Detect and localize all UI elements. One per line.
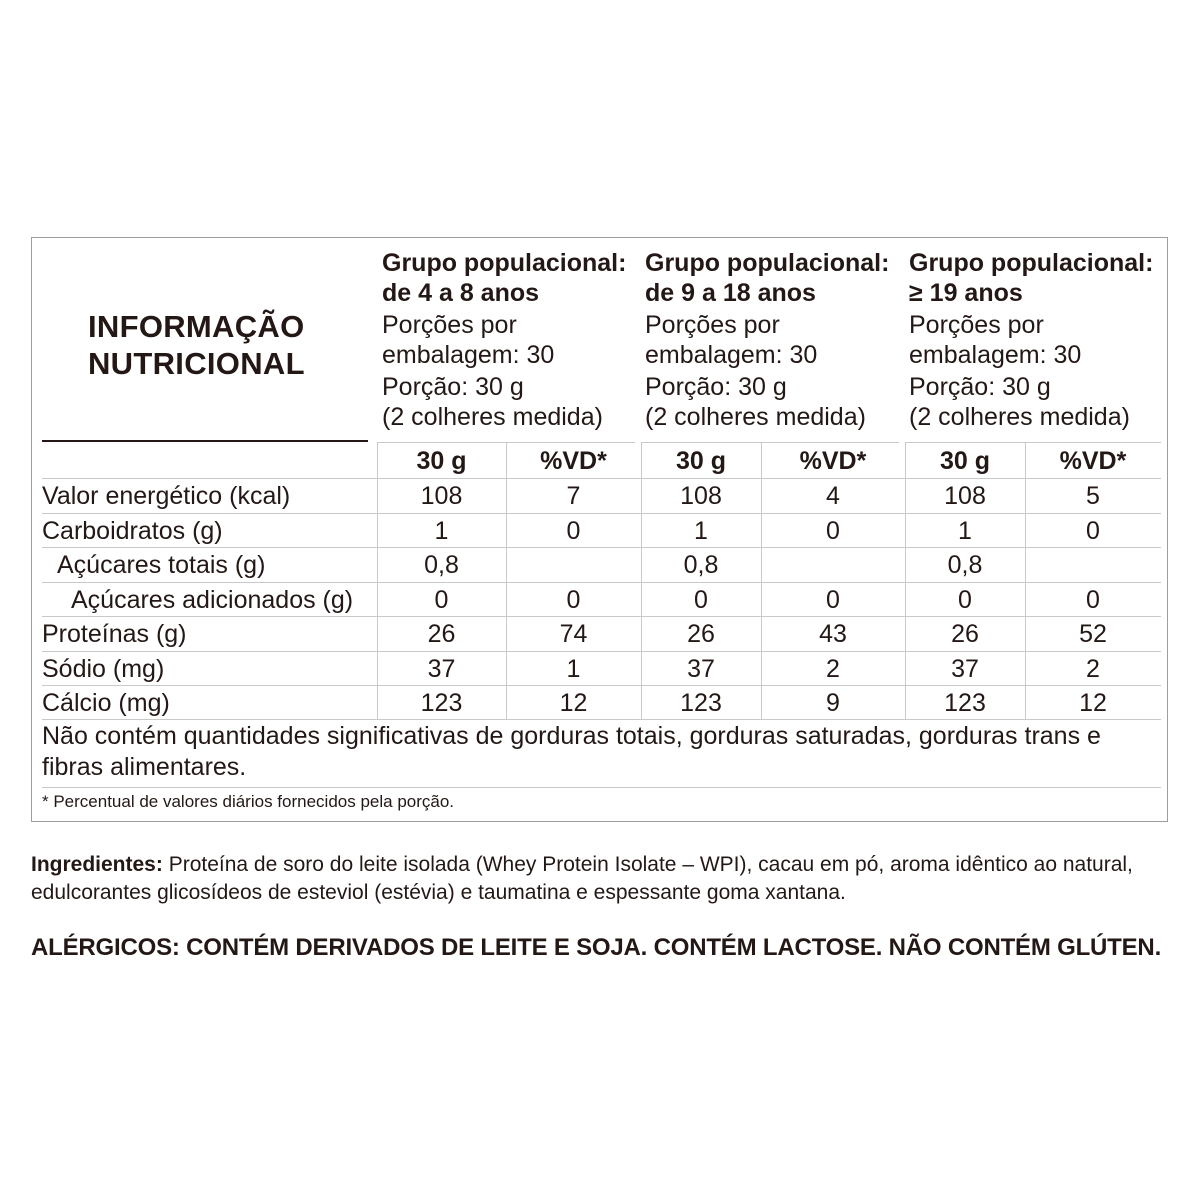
group-range: ≥ 19 anos (909, 279, 1023, 307)
allergens-statement: ALÉRGICOS: CONTÉM DERIVADOS DE LEITE E SOJA. CONTÉM LACTOSE. NÃO CONTÉM GLÚTEN. (31, 934, 1162, 961)
group-portions-label: Porções por (382, 311, 517, 339)
ingredients-paragraph (31, 851, 1171, 907)
group-header-19-plus (909, 248, 1153, 432)
table-cell: 2 (1086, 655, 1100, 683)
vd-footnote: * Percentual de valores diários fornecidos pela porção. (42, 792, 455, 811)
table-cell (1025, 548, 1161, 582)
table-cell: 12 (559, 689, 588, 717)
row-label: Sódio (mg) (42, 655, 165, 683)
row-label: Carboidratos (g) (42, 517, 223, 545)
table-cell: 0 (694, 586, 708, 614)
row-label: Cálcio (mg) (42, 689, 170, 717)
table-cell: 37 (951, 655, 979, 683)
title-divider (42, 440, 368, 442)
group-serving-detail: (2 colheres medida) (645, 403, 866, 431)
grid-line (42, 787, 1161, 788)
row-label: Valor energético (kcal) (42, 482, 291, 510)
group-range: de 9 a 18 anos (645, 279, 816, 307)
nutrition-facts-panel (31, 237, 1168, 822)
group-header-9-18 (645, 248, 889, 432)
table-cell: 4 (826, 482, 840, 510)
group-name: Grupo populacional: (909, 249, 1154, 277)
table-cell: 0 (566, 586, 581, 614)
col-header-vd: %VD* (799, 447, 867, 475)
grid-line (641, 442, 899, 443)
table-cell: 37 (687, 655, 715, 683)
table-cell: 0 (958, 586, 972, 614)
group-portions-value: embalagem: 30 (909, 341, 1082, 369)
table-cell: 0,8 (947, 551, 983, 579)
row-label: Açúcares adicionados (g) (71, 586, 354, 614)
group-serving-detail: (2 colheres medida) (382, 403, 603, 431)
nutrition-title-line1: INFORMAÇÃO (88, 309, 305, 344)
group-serving-detail: (2 colheres medida) (909, 403, 1130, 431)
group-header-4-8 (382, 248, 626, 432)
ingredients-text: Proteína de soro do leite isolada (Whey Protein Isolate – WPI), cacau em pó, aroma idêntico ao natural, edulcorantes glicosídeos de esteviol (estévia) e taumatina e espessante goma xantana. (31, 853, 1133, 904)
table-cell: 0,8 (683, 551, 719, 579)
table-cell: 123 (944, 689, 986, 717)
table-cell: 108 (420, 482, 463, 510)
table-cell: 26 (427, 620, 456, 648)
group-name: Grupo populacional: (382, 249, 627, 277)
table-cell: 1 (566, 655, 581, 683)
table-cell (506, 548, 641, 582)
row-label: Açúcares totais (g) (57, 551, 266, 579)
table-cell: 0,8 (424, 551, 459, 579)
table-cell: 74 (559, 620, 588, 648)
group-portions-label: Porções por (909, 311, 1044, 339)
nutrition-note: Não contém quantidades significativas de gorduras totais, gorduras saturadas, gorduras trans e fibras alimentares. (42, 722, 1101, 781)
row-label: Proteínas (g) (42, 620, 187, 648)
nutrition-title (88, 308, 305, 382)
table-cell (761, 548, 905, 582)
table-cell: 43 (819, 620, 847, 648)
table-cell: 0 (434, 586, 449, 614)
group-serving: Porção: 30 g (382, 373, 524, 401)
group-range: de 4 a 8 anos (382, 279, 540, 307)
table-cell: 0 (566, 517, 581, 545)
table-cell: 26 (687, 620, 715, 648)
col-header-vd: %VD* (540, 447, 607, 475)
table-cell: 0 (826, 586, 840, 614)
table-cell: 5 (1086, 482, 1100, 510)
table-cell: 0 (1086, 586, 1100, 614)
group-serving: Porção: 30 g (909, 373, 1051, 401)
nutrition-title-line2: NUTRICIONAL (88, 346, 305, 381)
group-portions-label: Porções por (645, 311, 780, 339)
table-cell: 52 (1079, 620, 1107, 648)
table-cell: 9 (826, 689, 840, 717)
ingredients-label: Ingredientes: (31, 853, 163, 876)
table-cell: 0 (826, 517, 840, 545)
table-cell: 2 (826, 655, 840, 683)
table-cell: 12 (1079, 689, 1107, 717)
table-cell: 123 (420, 689, 463, 717)
group-serving: Porção: 30 g (645, 373, 787, 401)
table-cell: 123 (680, 689, 722, 717)
group-name: Grupo populacional: (645, 249, 890, 277)
col-header-vd: %VD* (1059, 447, 1127, 475)
col-header-amount: 30 g (675, 447, 727, 475)
table-cell: 7 (566, 482, 581, 510)
table-cell: 108 (680, 482, 722, 510)
group-portions-value: embalagem: 30 (382, 341, 555, 369)
table-cell: 1 (958, 517, 972, 545)
table-cell: 37 (427, 655, 456, 683)
table-cell: 0 (1086, 517, 1100, 545)
group-portions-value: embalagem: 30 (645, 341, 818, 369)
table-cell: 1 (694, 517, 708, 545)
table-cell: 26 (951, 620, 979, 648)
table-cell: 1 (434, 517, 449, 545)
col-header-amount: 30 g (939, 447, 991, 475)
col-header-amount: 30 g (416, 447, 467, 475)
table-cell: 108 (944, 482, 986, 510)
grid-line (905, 442, 1161, 443)
